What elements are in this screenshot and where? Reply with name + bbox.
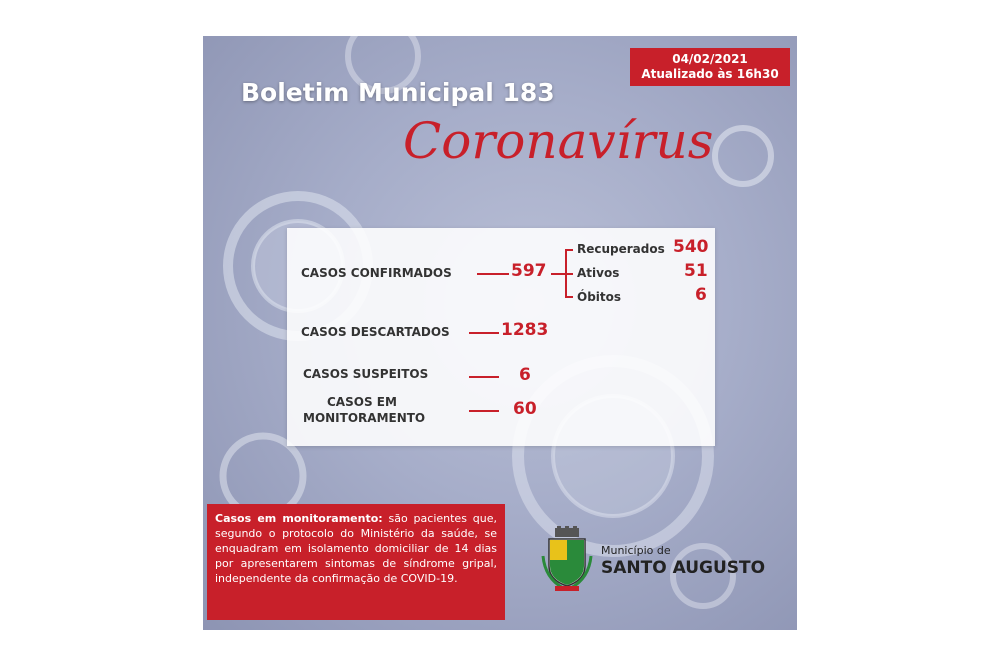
monitoring-value: 60 (513, 399, 537, 419)
monitoring-note (207, 504, 505, 620)
connector-line (551, 273, 565, 275)
bracket-tick (565, 249, 573, 251)
recovered-label: Recuperados (577, 242, 665, 256)
active-label: Ativos (577, 266, 620, 280)
monitoring-label-line1: CASOS EM (327, 395, 397, 409)
bracket-tick (565, 273, 573, 275)
bulletin-subtitle: Coronavírus (403, 112, 714, 170)
virus-icon (715, 128, 771, 184)
municipality-name: SANTO AUGUSTO (601, 558, 766, 578)
bracket-tick (565, 296, 573, 298)
municipality-prefix: Município de (601, 544, 671, 557)
active-value: 51 (684, 261, 708, 281)
deaths-value: 6 (695, 285, 707, 305)
recovered-value: 540 (673, 237, 709, 257)
note-text: são pacientes que, segundo o protocolo do Ministério da saúde, se enquadram em isolamento domiciliar de 14 dias por apresentarem sintomas de síndrome gripal, independente da confirmação de COVID-19. (215, 512, 497, 585)
date-badge (630, 48, 790, 86)
discarded-value: 1283 (501, 320, 549, 340)
bulletin-title: Boletim Municipal 183 (241, 78, 555, 107)
suspected-value: 6 (519, 365, 531, 385)
suspected-label: CASOS SUSPEITOS (303, 367, 429, 381)
municipal-crest-icon (541, 526, 593, 592)
connector-line (469, 332, 499, 334)
deaths-label: Óbitos (577, 290, 622, 304)
date-text: 04/02/2021 (672, 52, 748, 66)
connector-line (469, 410, 499, 412)
discarded-label: CASOS DESCARTADOS (301, 325, 450, 339)
connector-line (469, 376, 499, 378)
monitoring-label-line2: MONITORAMENTO (303, 411, 426, 425)
updated-text: Atualizado às 16h30 (641, 67, 779, 81)
connector-line (477, 273, 509, 275)
bulletin-poster (203, 36, 797, 630)
stats-panel (287, 228, 715, 446)
confirmed-label: CASOS CONFIRMADOS (301, 266, 452, 280)
confirmed-value: 597 (511, 261, 547, 281)
note-heading: Casos em monitoramento: (215, 512, 383, 525)
